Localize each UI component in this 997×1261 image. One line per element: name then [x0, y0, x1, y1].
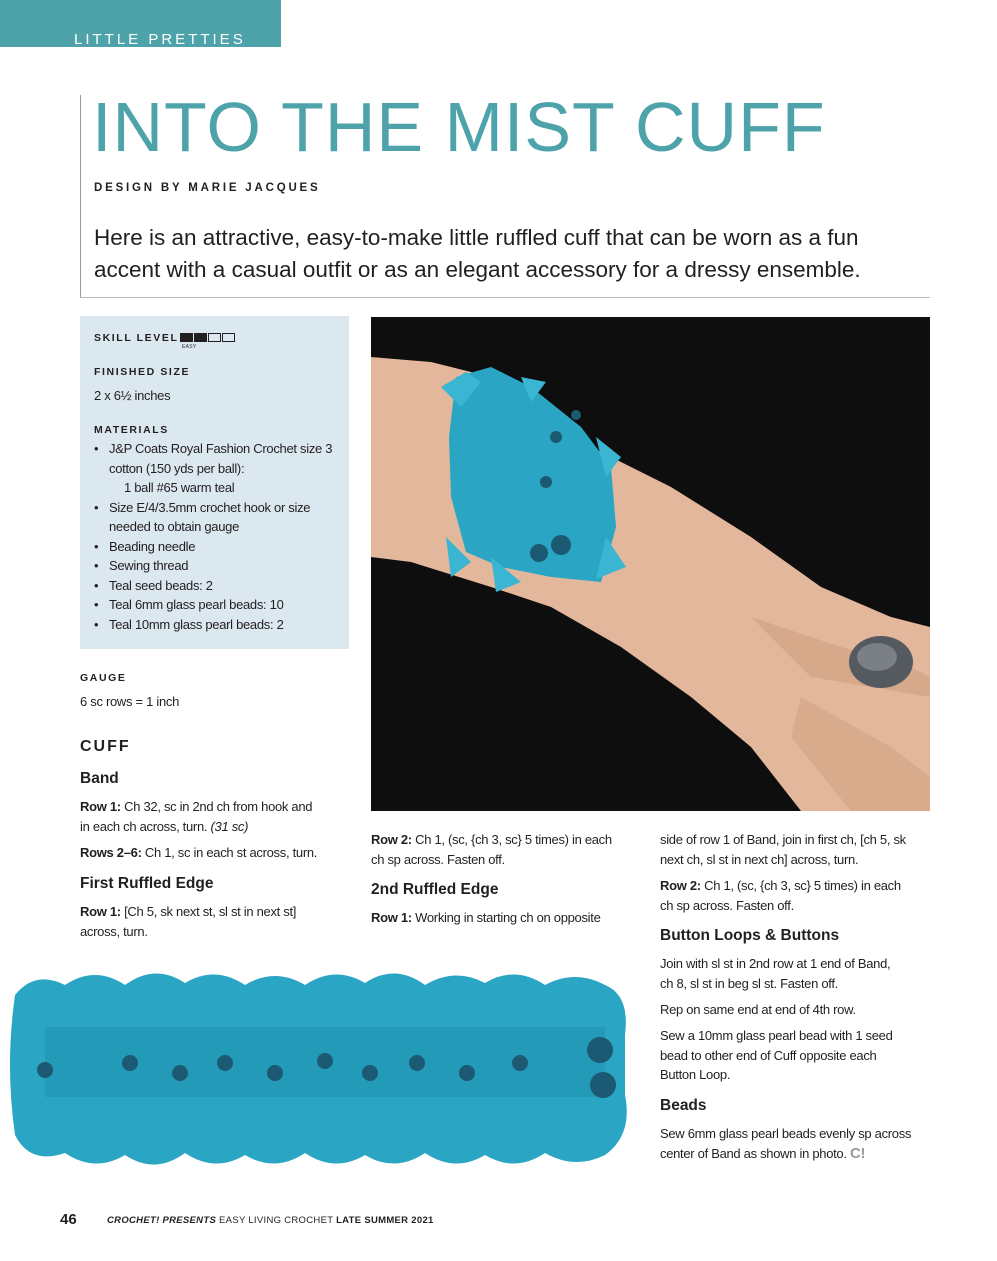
row-text: Ch 1, (sc, {ch 3, sc} 5 times) in each — [411, 832, 612, 847]
row-label: Row 1: — [80, 904, 121, 919]
material-item: • J&P Coats Royal Fashion Crochet size 3 — [94, 439, 344, 459]
row-text: in each ch across, turn. — [80, 818, 211, 834]
pearl-bead — [122, 1055, 138, 1071]
stitch-count: (31 sc) — [210, 818, 249, 834]
pearl-bead — [550, 431, 562, 443]
gauge-label: GAUGE — [80, 672, 127, 684]
pearl-bead — [459, 1065, 475, 1081]
band-heading: Band — [80, 770, 119, 787]
step-text: Join with sl st in 2nd row at 1 end of Band, — [660, 956, 891, 971]
pearl-bead — [551, 535, 571, 555]
beads-step — [660, 1124, 950, 1163]
title-divider — [80, 95, 81, 298]
first-ruffle-row-2 — [371, 830, 651, 869]
pearl-bead — [217, 1055, 233, 1071]
row-text: next ch, sl st in next ch] across, turn. — [660, 851, 859, 867]
beads-heading: Beads — [660, 1097, 707, 1114]
button-bead — [587, 1037, 613, 1063]
step-text: Sew a 10mm glass pearl bead with 1 seed — [660, 1028, 893, 1043]
page-title: INTO THE MIST CUFF — [92, 88, 826, 166]
materials-list — [94, 439, 344, 634]
cuff-heading: CUFF — [80, 738, 131, 755]
pearl-bead — [267, 1065, 283, 1081]
skill-level-label: SKILL LEVEL — [94, 332, 179, 344]
step-text: Sew 6mm glass pearl beads evenly sp across — [660, 1126, 912, 1141]
row-text: Ch 1, (sc, {ch 3, sc} 5 times) in each — [700, 878, 901, 893]
wrist-photo — [371, 317, 930, 811]
materials-label: MATERIALS — [94, 424, 169, 436]
pearl-bead — [530, 544, 548, 562]
section-tab — [0, 0, 281, 47]
skill-bar-3 — [208, 333, 221, 342]
row-text: across, turn. — [80, 923, 148, 939]
row-text: Ch 32, sc in 2nd ch from hook and — [120, 799, 313, 814]
ring-highlight — [857, 643, 897, 671]
step-text: bead to other end of Cuff opposite each — [660, 1047, 877, 1063]
skill-bar-4 — [222, 333, 235, 342]
finished-size-label: FINISHED SIZE — [94, 366, 191, 378]
pearl-bead — [362, 1065, 378, 1081]
band-row-1 — [80, 797, 345, 836]
pearl-bead — [172, 1065, 188, 1081]
pearl-bead — [540, 476, 552, 488]
second-ruffled-edge-heading: 2nd Ruffled Edge — [371, 881, 499, 898]
pearl-bead — [409, 1055, 425, 1071]
row-text: side of row 1 of Band, join in first ch, [ch 5, sk — [660, 832, 906, 847]
step-text: ch 8, sl st in beg sl st. Fasten off. — [660, 975, 838, 991]
end-mark: C! — [850, 1144, 866, 1162]
pearl-bead — [571, 410, 581, 420]
skill-bar-2 — [194, 333, 207, 342]
pearl-bead — [317, 1053, 333, 1069]
skill-level-meter — [180, 333, 236, 351]
material-item: • Size E/4/3.5mm crochet hook or size — [94, 498, 344, 518]
row-text: [Ch 5, sk next st, sl st in next st] — [120, 904, 297, 919]
second-ruffle-row-2 — [660, 876, 950, 915]
row-label: Row 2: — [371, 832, 412, 847]
skill-level-text: EASY — [182, 344, 197, 350]
material-item: • Sewing thread — [94, 556, 344, 576]
button-loops-step-3 — [660, 1026, 950, 1085]
finished-size-value: 2 x 6½ inches — [94, 388, 171, 403]
row-text: ch sp across. Fasten off. — [371, 851, 505, 867]
row-text: Working in starting ch on opposite — [411, 910, 601, 925]
material-item: needed to obtain gauge — [109, 519, 240, 534]
pearl-bead — [37, 1062, 53, 1078]
row-label: Row 2: — [660, 878, 701, 893]
material-item: • Teal 6mm glass pearl beads: 10 — [94, 595, 344, 615]
page-number: 46 — [60, 1211, 77, 1228]
row-label: Rows 2–6: — [80, 845, 142, 860]
section-tab-label: LITTLE PRETTIES — [74, 31, 246, 48]
step-text: center of Band as shown in photo. — [660, 1145, 850, 1161]
wrist-photo-illustration — [371, 317, 930, 811]
pearl-bead — [512, 1055, 528, 1071]
row-label: Row 1: — [371, 910, 412, 925]
row-text: ch sp across. Fasten off. — [660, 897, 794, 913]
button-loops-step-2: Rep on same end at end of 4th row. — [660, 1002, 856, 1017]
issue-title: EASY LIVING CROCHET — [216, 1215, 337, 1226]
button-loops-heading: Button Loops & Buttons — [660, 927, 840, 944]
band-rows-2-6 — [80, 843, 345, 863]
button-bead — [590, 1072, 616, 1098]
material-item: • Beading needle — [94, 537, 344, 557]
row-label: Row 1: — [80, 799, 121, 814]
material-item: • Teal 10mm glass pearl beads: 2 — [94, 615, 344, 635]
button-loops-step-1 — [660, 954, 950, 993]
intro-line-2: accent with a casual outfit or as an elegant accessory for a dressy ensemble. — [94, 257, 861, 282]
step-text: Button Loop. — [660, 1067, 731, 1082]
flat-cuff-illustration — [5, 955, 635, 1180]
material-item: • Teal seed beads: 2 — [94, 576, 344, 596]
flat-cuff-photo — [5, 955, 635, 1180]
second-ruffle-row-1-cont — [660, 830, 950, 869]
designer-byline: DESIGN BY MARIE JACQUES — [94, 182, 321, 194]
intro-text — [94, 222, 914, 286]
material-item: cotton (150 yds per ball): — [109, 460, 245, 476]
first-ruffled-edge-heading: First Ruffled Edge — [80, 875, 214, 892]
intro-line-1: Here is an attractive, easy-to-make little ruffled cuff that can be worn as a fun — [94, 225, 859, 250]
material-item: 1 ball #65 warm teal — [124, 480, 235, 495]
issue-date: LATE SUMMER 2021 — [336, 1215, 434, 1226]
skill-bar-1 — [180, 333, 193, 342]
first-ruffle-row-1 — [80, 902, 345, 941]
footer-publication — [107, 1215, 434, 1226]
row-text: Ch 1, sc in each st across, turn. — [141, 845, 318, 860]
publication-name: CROCHET! PRESENTS — [107, 1215, 217, 1226]
second-ruffle-row-1 — [371, 908, 651, 928]
intro-divider — [80, 297, 930, 298]
gauge-value: 6 sc rows = 1 inch — [80, 694, 180, 709]
